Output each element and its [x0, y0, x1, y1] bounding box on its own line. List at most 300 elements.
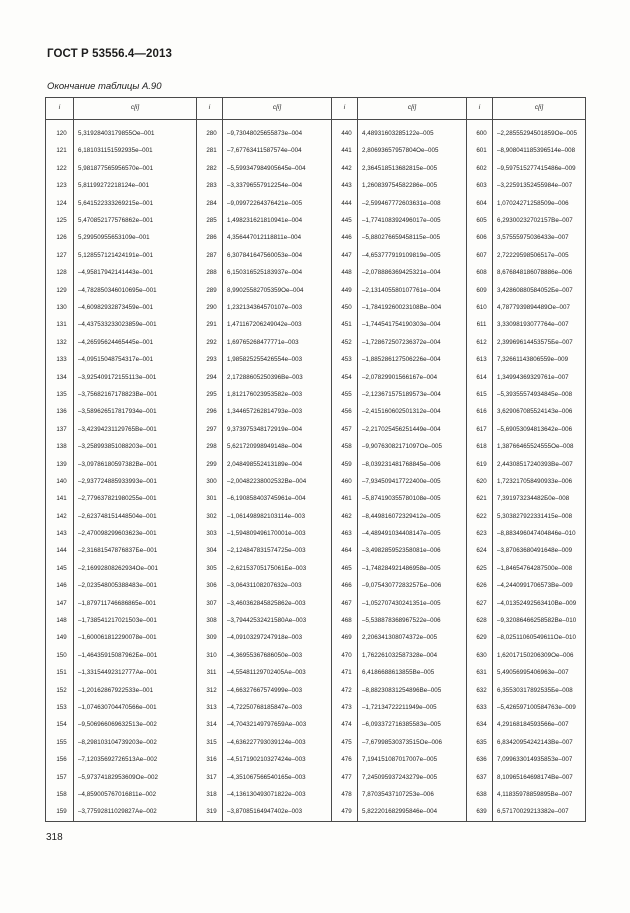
coefficient-cell: 7,32661143806559е–009	[493, 352, 586, 369]
index-cell: 145	[46, 560, 74, 577]
coefficient-cell: –3,87085164947402е–003	[223, 804, 332, 821]
coefficient-cell: 2,048498552413189е–004	[223, 456, 332, 473]
coefficient-cell: –4,517190210327424е–003	[223, 752, 332, 769]
coefficient-cell: 1,985825255426554е–003	[223, 352, 332, 369]
index-cell: 615	[467, 386, 493, 403]
coefficient-cell: –1,774108392496017е–005	[358, 212, 467, 229]
index-cell: 463	[332, 525, 358, 542]
coefficient-cell: –3,33796557912254е–004	[223, 178, 332, 195]
index-cell: 638	[467, 786, 493, 803]
index-cell: 446	[332, 230, 358, 247]
coefficient-cell: –2,16992808262934Ое–001	[74, 560, 197, 577]
index-cell: 611	[467, 317, 493, 334]
index-cell: 127	[46, 247, 74, 264]
coefficient-cell: –3,498285952358081е–006	[358, 543, 467, 560]
coefficient-cell: –2,93772488593399Зе–001	[74, 473, 197, 490]
coefficient-cell: 6,57170029213382е–007	[493, 804, 586, 821]
coefficient-cell: –2,623748151448504е–001	[74, 508, 197, 525]
index-cell: 607	[467, 247, 493, 264]
index-cell: 302	[197, 508, 223, 525]
index-cell: 150	[46, 647, 74, 664]
coefficient-cell: 1,344657262814793е–003	[223, 404, 332, 421]
index-cell: 296	[197, 404, 223, 421]
index-cell: 448	[332, 265, 358, 282]
index-cell: 283	[197, 178, 223, 195]
coefficient-cell: –5,874190355780108е–005	[358, 491, 467, 508]
coefficient-cell: 3,42860880584052Бе–007	[493, 282, 586, 299]
index-cell: 128	[46, 265, 74, 282]
coefficient-cell: 9,373975348172919е–004	[223, 421, 332, 438]
coefficient-cell: 6,150316525183937е–004	[223, 265, 332, 282]
coefficient-cell: –2,779637821980255е–001	[74, 491, 197, 508]
coefficient-cell: 1,812176023953582е–003	[223, 386, 332, 403]
index-cell: 459	[332, 456, 358, 473]
index-cell: 467	[332, 595, 358, 612]
index-cell: 625	[467, 560, 493, 577]
table-row	[46, 804, 586, 821]
index-cell: 451	[332, 317, 358, 334]
coefficient-cell: –4,09515048754317е–001	[74, 352, 197, 369]
column-header: c[i]	[358, 98, 467, 120]
index-cell: 635	[467, 734, 493, 751]
coefficient-cell: –2,131405580107761е–004	[358, 282, 467, 299]
index-cell: 123	[46, 178, 74, 195]
table-row	[46, 143, 586, 160]
coefficient-cell: –1,728672507236372е–004	[358, 334, 467, 351]
table-caption: Окончание таблицы А.90	[47, 81, 162, 92]
coefficient-cell: –1,061498982103114е–003	[223, 508, 332, 525]
index-cell: 151	[46, 665, 74, 682]
coefficient-cell: –6,09337271638558Зе–005	[358, 717, 467, 734]
coefficient-cell: –4,136130493071822е–003	[223, 786, 332, 803]
coefficient-cell: –4,351067566540165е–003	[223, 769, 332, 786]
coefficient-cell: 5,81199272218124е–001	[74, 178, 197, 195]
index-cell: 142	[46, 508, 74, 525]
coefficient-cell: –4,2440991706573Ве–009	[493, 578, 586, 595]
column-header: c[i]	[74, 98, 197, 120]
table-row	[46, 369, 586, 386]
coefficient-cell: –9,07543077283257Бе–006	[358, 578, 467, 595]
index-cell: 293	[197, 352, 223, 369]
index-cell: 156	[46, 752, 74, 769]
table-row	[46, 247, 586, 264]
coefficient-cell: –3,79442532421580Ае–003	[223, 612, 332, 629]
coefficient-cell: 6,307841647560053е–004	[223, 247, 332, 264]
coefficient-cell: 1,69765268477771е–003	[223, 334, 332, 351]
coefficient-cell: 7,391973234482Б0е–008	[493, 491, 586, 508]
index-cell: 134	[46, 369, 74, 386]
index-cell: 614	[467, 369, 493, 386]
coefficient-cell: 2,72229598506517е–005	[493, 247, 586, 264]
index-cell: 632	[467, 682, 493, 699]
coefficient-cell: –4,36955367686050е–003	[223, 647, 332, 664]
coefficient-cell: 1,232134364570107е–003	[223, 299, 332, 316]
coefficient-cell: 7,194151087017007е–005	[358, 752, 467, 769]
index-cell: 601	[467, 143, 493, 160]
index-cell: 154	[46, 717, 74, 734]
table-row	[46, 352, 586, 369]
table-row	[46, 439, 586, 456]
index-cell: 464	[332, 543, 358, 560]
index-cell: 304	[197, 543, 223, 560]
index-cell: 317	[197, 769, 223, 786]
index-cell: 290	[197, 299, 223, 316]
index-cell: 603	[467, 178, 493, 195]
coefficient-cell: –3,589626517817934е–001	[74, 404, 197, 421]
index-cell: 639	[467, 804, 493, 821]
table-row	[46, 630, 586, 647]
coefficient-cell: 2,17288605250396Ве–003	[223, 369, 332, 386]
index-cell: 465	[332, 560, 358, 577]
coefficient-cell: 5,49056995406963е–007	[493, 665, 586, 682]
index-cell: 303	[197, 525, 223, 542]
coefficient-cell: 1,471167206249042е–003	[223, 317, 332, 334]
coefficient-cell: 4,48931603285122е–005	[358, 126, 467, 143]
table-row	[46, 473, 586, 490]
coefficient-cell: 6,4186688613855Ве–005	[358, 665, 467, 682]
index-cell: 140	[46, 473, 74, 490]
coefficient-cell: –2,124847831574725е–003	[223, 543, 332, 560]
index-cell: 630	[467, 647, 493, 664]
index-cell: 141	[46, 491, 74, 508]
coefficient-cell: 3,57555975036433е–007	[493, 230, 586, 247]
index-cell: 610	[467, 299, 493, 316]
coefficient-cell: 4,356447012118811е–004	[223, 230, 332, 247]
index-cell: 294	[197, 369, 223, 386]
index-cell: 152	[46, 682, 74, 699]
table-row	[46, 265, 586, 282]
coefficient-cell: –1,052707430241351е–005	[358, 595, 467, 612]
index-cell: 629	[467, 630, 493, 647]
table-row	[46, 178, 586, 195]
coefficient-cell: 1,34994369329761е–007	[493, 369, 586, 386]
coefficient-cell: –4,95817942141443е–001	[74, 265, 197, 282]
table-row	[46, 595, 586, 612]
coefficient-cell: –2,078886369425321е–004	[358, 265, 467, 282]
table-row	[46, 769, 586, 786]
coefficient-cell: –4,09103297247918е–003	[223, 630, 332, 647]
index-cell: 612	[467, 334, 493, 351]
index-cell: 606	[467, 230, 493, 247]
index-cell: 121	[46, 143, 74, 160]
coefficient-cell: –2,217025456251449е–004	[358, 421, 467, 438]
coefficient-cell: 6,29300232702157Ве–007	[493, 212, 586, 229]
column-header: i	[197, 98, 223, 120]
table-row	[46, 334, 586, 351]
index-cell: 471	[332, 665, 358, 682]
index-cell: 305	[197, 560, 223, 577]
coefficient-cell: –2,31681547876837Бе–001	[74, 543, 197, 560]
index-cell: 445	[332, 212, 358, 229]
coefficient-cell: –3,42394231129765Ве–001	[74, 421, 197, 438]
table-body	[46, 120, 586, 822]
coefficient-cell: –4,489491034408147е–005	[358, 525, 467, 542]
coefficient-cell: 3,62906708552414Зе–006	[493, 404, 586, 421]
index-cell: 623	[467, 525, 493, 542]
index-cell: 308	[197, 612, 223, 629]
index-cell: 138	[46, 439, 74, 456]
coefficient-cell: 4,11835978859895Ве–007	[493, 786, 586, 803]
coefficient-cell: 2,206341308074372е–005	[358, 630, 467, 647]
coefficient-cell: 5,470852177576862е–001	[74, 212, 197, 229]
index-cell: 291	[197, 317, 223, 334]
coefficient-cell: –4,72250768185847е–003	[223, 699, 332, 716]
coefficient-cell: –7,12035692726513Ае–002	[74, 752, 197, 769]
coefficient-cell: 1,260839754582286е–005	[358, 178, 467, 195]
table-row	[46, 386, 586, 403]
index-cell: 147	[46, 595, 74, 612]
index-cell: 634	[467, 717, 493, 734]
coefficient-cell: –1,600061812290078е–001	[74, 630, 197, 647]
index-cell: 604	[467, 195, 493, 212]
index-cell: 469	[332, 630, 358, 647]
table-row	[46, 647, 586, 664]
index-cell: 477	[332, 769, 358, 786]
index-cell: 617	[467, 421, 493, 438]
coefficient-cell: –8,88230831254896Ве–005	[358, 682, 467, 699]
coefficient-cell: 4,7877939894489Ое–007	[493, 299, 586, 316]
coefficient-cell: –9,09972264376421е–005	[223, 195, 332, 212]
table-row	[46, 560, 586, 577]
index-cell: 449	[332, 282, 358, 299]
index-cell: 621	[467, 491, 493, 508]
coefficient-cell: –2,07829901566167е–004	[358, 369, 467, 386]
index-cell: 633	[467, 699, 493, 716]
table-row	[46, 404, 586, 421]
coefficient-cell: 5,621720998949148е–004	[223, 439, 332, 456]
coefficient-cell: –1,84654764287500е–008	[493, 560, 586, 577]
table-row	[46, 126, 586, 143]
index-cell: 282	[197, 160, 223, 177]
coefficient-cell: –4,66327667574999е–003	[223, 682, 332, 699]
coefficient-cell: 4,29168184593566е–007	[493, 717, 586, 734]
table-row	[46, 578, 586, 595]
index-cell: 453	[332, 352, 358, 369]
index-cell: 126	[46, 230, 74, 247]
coefficient-cell: –3,09786180597382Ве–001	[74, 456, 197, 473]
table-row	[46, 699, 586, 716]
coefficient-cell: 1,498231621810941е–004	[223, 212, 332, 229]
coefficient-cell: –3,22591352455984е–007	[493, 178, 586, 195]
coefficient-cell: –8,449816072329412е–005	[358, 508, 467, 525]
table-row	[46, 317, 586, 334]
coefficient-cell: –1,074630704470566е–001	[74, 699, 197, 716]
table-row	[46, 491, 586, 508]
coefficient-cell: 1,07024271258509е–006	[493, 195, 586, 212]
index-cell: 132	[46, 334, 74, 351]
coefficient-cell: –1,748284921486958е–005	[358, 560, 467, 577]
table-row	[46, 421, 586, 438]
coefficient-cell: 2,80693657957804Ое–005	[358, 143, 467, 160]
coefficient-cell: –5,880276659458115е–005	[358, 230, 467, 247]
index-cell: 458	[332, 439, 358, 456]
index-cell: 626	[467, 578, 493, 595]
index-cell: 312	[197, 682, 223, 699]
index-cell: 479	[332, 804, 358, 821]
table-row	[46, 734, 586, 751]
coefficient-cell: –4,782850346010695е–001	[74, 282, 197, 299]
coefficient-cell: –9,73048025655873е–004	[223, 126, 332, 143]
table-row	[46, 230, 586, 247]
index-cell: 456	[332, 404, 358, 421]
coefficient-cell: –7,934509417722400е–005	[358, 473, 467, 490]
index-cell: 148	[46, 612, 74, 629]
coefficient-cell: –3,06431108207632е–003	[223, 578, 332, 595]
coefficient-cell: 1,62017150206309Ое–006	[493, 647, 586, 664]
index-cell: 280	[197, 126, 223, 143]
index-cell: 143	[46, 525, 74, 542]
coefficient-cell: –2,00482238002532Ве–004	[223, 473, 332, 490]
index-cell: 468	[332, 612, 358, 629]
coefficient-cell: –4,437533233023859е–001	[74, 317, 197, 334]
index-cell: 624	[467, 543, 493, 560]
coefficient-cell: –7,67998530373515Ое–006	[358, 734, 467, 751]
table-row	[46, 508, 586, 525]
index-cell: 159	[46, 804, 74, 821]
index-cell: 637	[467, 769, 493, 786]
index-cell: 466	[332, 578, 358, 595]
coefficient-cell: 5,822201682995846е–004	[358, 804, 467, 821]
index-cell: 144	[46, 543, 74, 560]
index-cell: 628	[467, 612, 493, 629]
coefficient-cell: –4,70432149797659Ае–003	[223, 717, 332, 734]
column-header: c[i]	[493, 98, 586, 120]
index-cell: 318	[197, 786, 223, 803]
coefficient-cell: –3,87063680491648е–009	[493, 543, 586, 560]
index-cell: 605	[467, 212, 493, 229]
index-cell: 442	[332, 160, 358, 177]
index-cell: 447	[332, 247, 358, 264]
index-cell: 452	[332, 334, 358, 351]
index-cell: 300	[197, 473, 223, 490]
table-row	[46, 717, 586, 734]
coefficient-cell: –7,67763411587574е–004	[223, 143, 332, 160]
coefficient-cell: 5,303827922331415е–008	[493, 508, 586, 525]
index-cell: 124	[46, 195, 74, 212]
index-cell: 613	[467, 352, 493, 369]
coefficient-cell: 7,09963301493585Зе–007	[493, 752, 586, 769]
table-row	[46, 195, 586, 212]
coefficient-cell: –1,879711746686865е–001	[74, 595, 197, 612]
index-cell: 609	[467, 282, 493, 299]
table-row	[46, 682, 586, 699]
coefficient-cell: –2,62153705175061Бе–003	[223, 560, 332, 577]
coefficient-cell: 5,641522333269215е–001	[74, 195, 197, 212]
coefficient-cell: 5,29950955653109е–001	[74, 230, 197, 247]
table-row	[46, 525, 586, 542]
index-cell: 315	[197, 734, 223, 751]
index-cell: 441	[332, 143, 358, 160]
table-row	[46, 665, 586, 682]
coefficient-cell: 7,245095937243279е–005	[358, 769, 467, 786]
index-cell: 287	[197, 247, 223, 264]
index-cell: 149	[46, 630, 74, 647]
coefficient-cell: –1,78419260023108Ве–004	[358, 299, 467, 316]
table-row	[46, 299, 586, 316]
coefficient-cell: 2,364518513682815е–005	[358, 160, 467, 177]
coefficient-cell: 8,10965164698174Ве–007	[493, 769, 586, 786]
index-cell: 281	[197, 143, 223, 160]
coefficient-cell: 6,181031151592935е–001	[74, 143, 197, 160]
table-row	[46, 543, 586, 560]
index-cell: 631	[467, 665, 493, 682]
index-cell: 129	[46, 282, 74, 299]
coefficient-cell: 6,83420954242143Ве–007	[493, 734, 586, 751]
index-cell: 622	[467, 508, 493, 525]
index-cell: 457	[332, 421, 358, 438]
coefficient-cell: –5,97374182953609Ое–002	[74, 769, 197, 786]
column-header: c[i]	[223, 98, 332, 120]
index-cell: 472	[332, 682, 358, 699]
coefficient-cell: –1,885286127506226е–004	[358, 352, 467, 369]
coefficient-cell: –8,29810310473920Зе–002	[74, 734, 197, 751]
column-header: i	[332, 98, 358, 120]
coefficient-cell: –1,33154492312777Ае–001	[74, 665, 197, 682]
coefficient-cell: –1,46435915087962Бе–001	[74, 647, 197, 664]
index-cell: 284	[197, 195, 223, 212]
coefficient-cell: –4,636227793039124е–003	[223, 734, 332, 751]
index-cell: 301	[197, 491, 223, 508]
index-cell: 460	[332, 473, 358, 490]
table-row	[46, 456, 586, 473]
coefficient-cell: –9,597515277415486е–009	[493, 160, 586, 177]
index-cell: 307	[197, 595, 223, 612]
coefficient-cell: –3,75682167178823Ве–001	[74, 386, 197, 403]
coefficient-cell: –4,60982932873459е–001	[74, 299, 197, 316]
index-cell: 600	[467, 126, 493, 143]
index-cell: 299	[197, 456, 223, 473]
coefficient-cell: –8,039231481768845е–006	[358, 456, 467, 473]
coefficient-cell: 5,31928403179855Ое–001	[74, 126, 197, 143]
coefficient-cell: –5,599347984905645е–004	[223, 160, 332, 177]
index-cell: 297	[197, 421, 223, 438]
index-cell: 314	[197, 717, 223, 734]
index-cell: 620	[467, 473, 493, 490]
coefficient-cell: 2,44308517240393Ве–007	[493, 456, 586, 473]
coefficient-cell: 7,8703543710725Зе–006	[358, 786, 467, 803]
coefficient-cell: –4,01352492563410Ве–009	[493, 595, 586, 612]
index-cell: 298	[197, 439, 223, 456]
index-cell: 153	[46, 699, 74, 716]
index-cell: 146	[46, 578, 74, 595]
table-row	[46, 786, 586, 803]
index-cell: 454	[332, 369, 358, 386]
index-cell: 136	[46, 404, 74, 421]
coefficient-cell: –2,28555294501859Ое–005	[493, 126, 586, 143]
index-cell: 450	[332, 299, 358, 316]
index-cell: 311	[197, 665, 223, 682]
table-row	[46, 160, 586, 177]
standard-header: ГОСТ Р 53556.4—2013	[47, 48, 172, 60]
index-cell: 137	[46, 421, 74, 438]
index-cell: 306	[197, 578, 223, 595]
coefficient-cell: –9,50696606963251Зе–002	[74, 717, 197, 734]
table-row	[46, 212, 586, 229]
coefficient-cell: –9,90763082171097Ое–005	[358, 439, 467, 456]
coefficient-cell: –3,460362845825862е–003	[223, 595, 332, 612]
index-cell: 443	[332, 178, 358, 195]
coefficient-cell: –8,02511060549611Ое–010	[493, 630, 586, 647]
index-cell: 295	[197, 386, 223, 403]
coefficient-cell: 8,676848186078886е–006	[493, 265, 586, 282]
coefficient-cell: –1,73854121702150Зе–001	[74, 612, 197, 629]
coefficient-cell: –2,470098299603623е–001	[74, 525, 197, 542]
index-cell: 285	[197, 212, 223, 229]
index-cell: 286	[197, 230, 223, 247]
coefficient-cell: –2,415160602501312е–004	[358, 404, 467, 421]
index-cell: 125	[46, 212, 74, 229]
index-cell: 130	[46, 299, 74, 316]
